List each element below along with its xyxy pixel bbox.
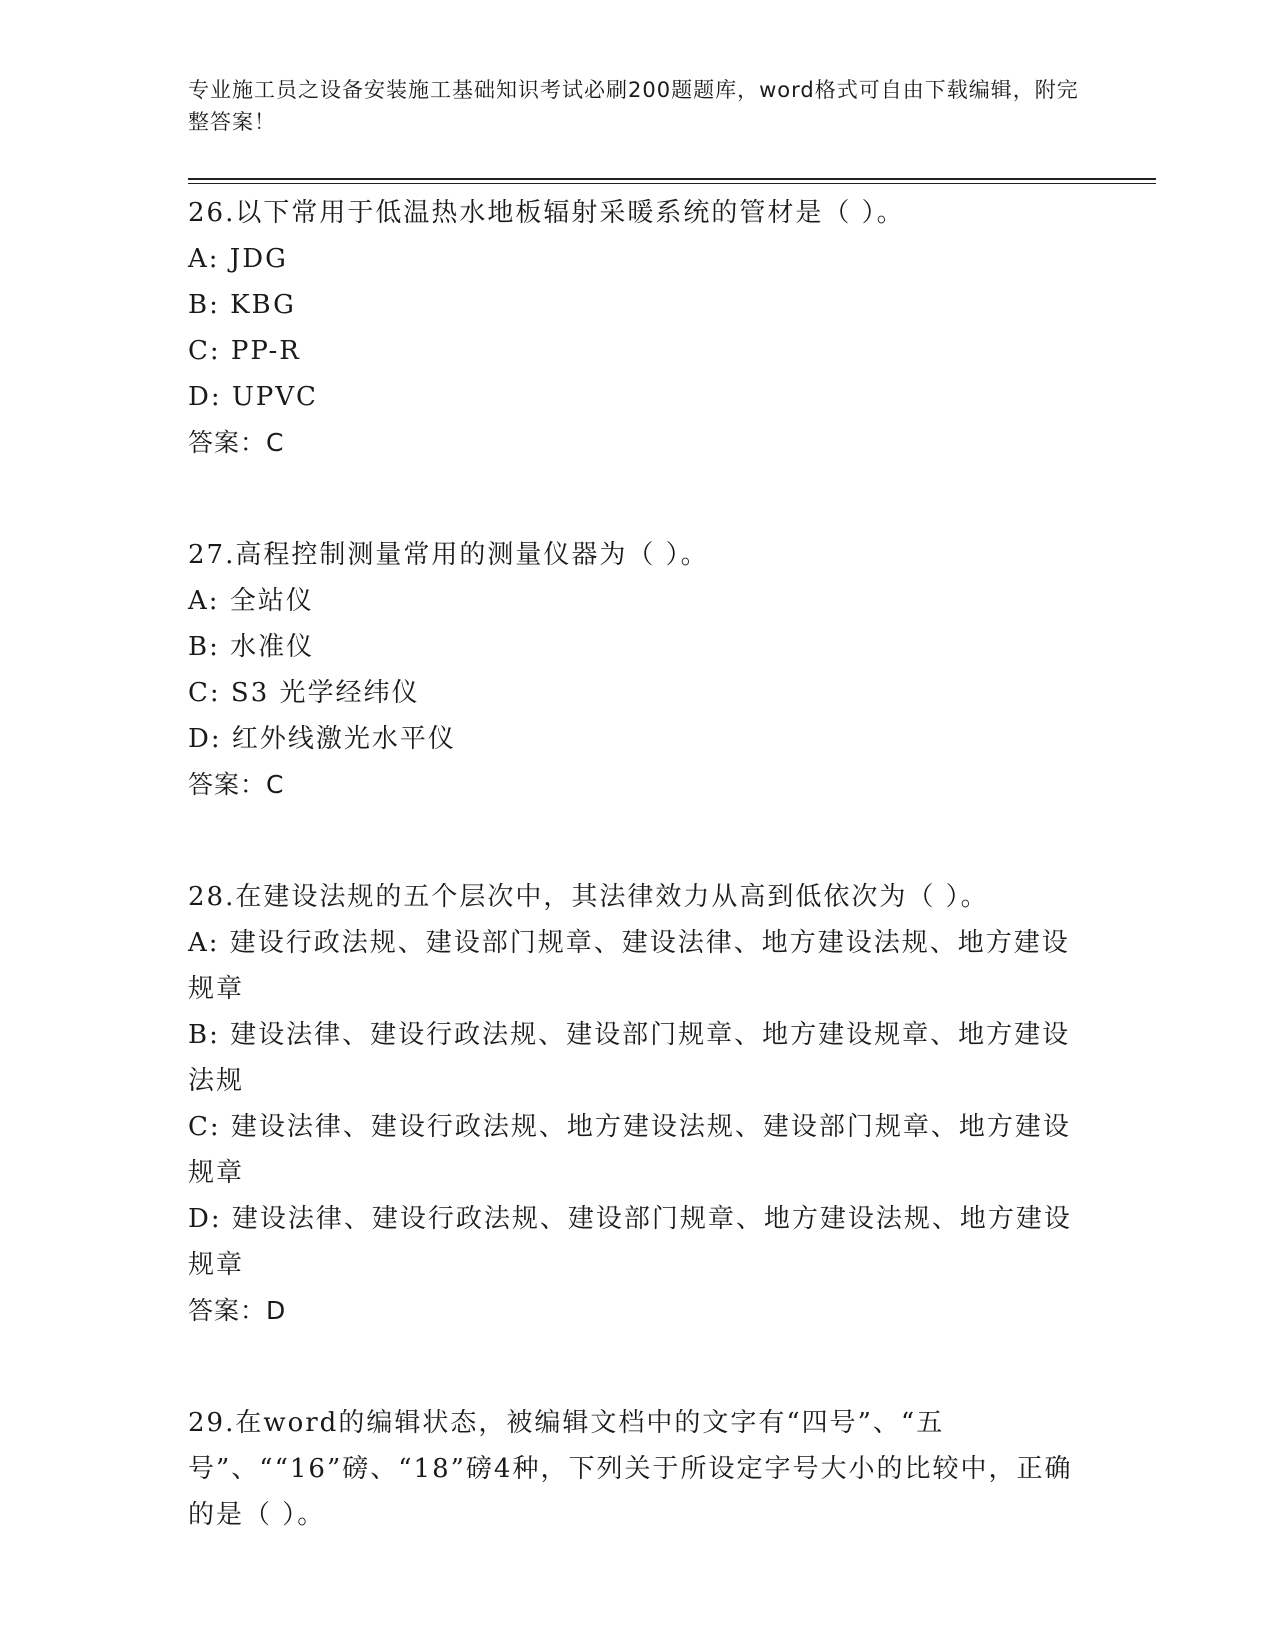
option-b: B: 水准仪: [188, 632, 315, 662]
question-29: [188, 1400, 1088, 1538]
option-c: C: PP-R: [188, 336, 301, 366]
answer-line: 答案：C: [188, 428, 285, 457]
option-c: C: 建设法律、建设行政法规、地方建设法规、建设部门规章、地方建设规章: [188, 1112, 1071, 1188]
option-a: A: 全站仪: [188, 586, 314, 616]
answer-line: 答案：D: [188, 1296, 287, 1325]
question-28: [188, 874, 1088, 1334]
question-stem: 26.以下常用于低温热水地板辐射采暖系统的管材是（ ）。: [188, 198, 905, 228]
option-d: D: 建设法律、建设行政法规、建设部门规章、地方建设法规、地方建设规章: [188, 1204, 1072, 1280]
question-stem: 28.在建设法规的五个层次中，其法律效力从高到低依次为（ ）。: [188, 882, 989, 912]
question-stem: 29.在word的编辑状态，被编辑文档中的文字有“四号”、“五号”、““16”磅、“18”磅4种，下列关于所设定字号大小的比较中，正确的是（ ）。: [188, 1408, 1073, 1530]
question-stem: 27.高程控制测量常用的测量仪器为（ ）。: [188, 540, 709, 570]
page-header-title: 专业施工员之设备安装施工基础知识考试必刷200题题库，word格式可自由下载编辑，附完整答案！: [188, 78, 1079, 134]
option-a: A: JDG: [188, 244, 288, 274]
question-27: [188, 532, 1088, 808]
option-a: A: 建设行政法规、建设部门规章、建设法律、地方建设法规、地方建设规章: [188, 928, 1070, 1004]
option-b: B: KBG: [188, 290, 296, 320]
option-b: B: 建设法律、建设行政法规、建设部门规章、地方建设规章、地方建设法规: [188, 1020, 1071, 1096]
question-list: [188, 190, 1088, 1538]
header-divider-thin: [188, 183, 1156, 184]
question-26: [188, 190, 1088, 466]
option-c: C: S3 光学经纬仪: [188, 678, 420, 708]
answer-line: 答案：C: [188, 770, 285, 799]
header-divider-thick: [188, 178, 1156, 180]
option-d: D: 红外线激光水平仪: [188, 724, 456, 754]
option-d: D: UPVC: [188, 382, 318, 412]
